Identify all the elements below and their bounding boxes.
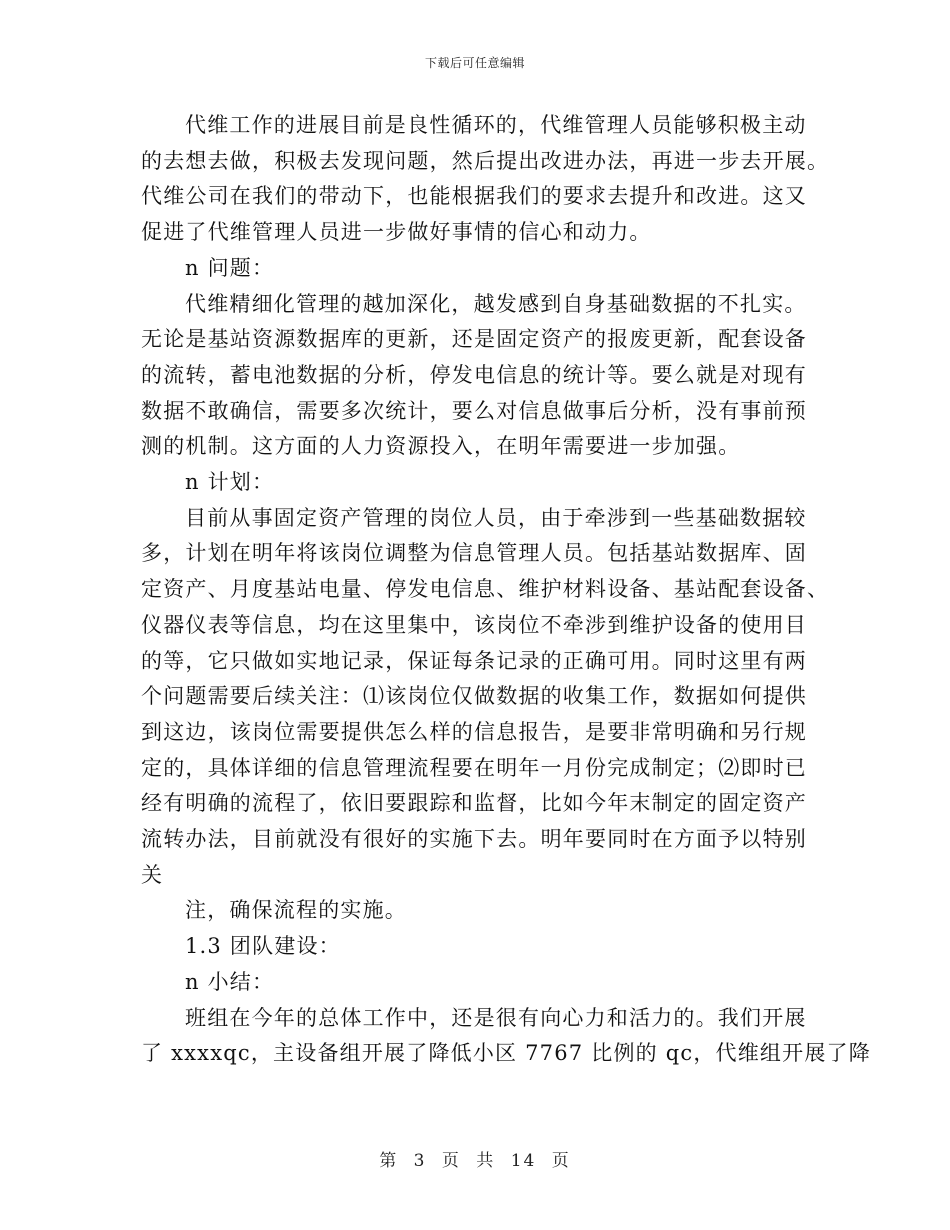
text-line: 代维精细化管理的越加深化，越发感到自身基础数据的不扎实。 (185, 291, 807, 316)
heading-problems (141, 251, 801, 287)
paragraph-plan (141, 501, 830, 894)
text-line: 促进了代维管理人员进一步做好事情的信心和动力。 (141, 220, 652, 245)
text-line: n 问题： (185, 255, 275, 280)
paragraph-problems (141, 287, 807, 466)
text-line: 多，计划在明年将该岗位调整为信息管理人员。包括基站数据库、固 (141, 541, 807, 566)
text-line: 了 xxxxqc，主设备组开展了降低小区 7767 比例的 qc，代维组开展了降 (141, 1041, 871, 1066)
text-line: 班组在今年的总体工作中，还是很有向心力和活力的。我们开展 (185, 1005, 807, 1030)
text-line: n 计划： (185, 470, 275, 495)
text-line: 的流转，蓄电池数据的分析，停发电信息的统计等。要么就是对现有 (141, 362, 807, 387)
paragraph-plan-continued (141, 893, 801, 929)
text-line: 无论是基站资源数据库的更新，还是固定资产的报废更新，配套设备 (141, 327, 807, 352)
heading-team-building (141, 929, 801, 965)
text-line: n 小结： (185, 969, 275, 994)
text-line: 测的机制。这方面的人力资源投入，在明年需要进一步加强。 (141, 434, 741, 459)
document-body (141, 108, 871, 1072)
text-line: 定的，具体详细的信息管理流程要在明年一月份完成制定；⑵即时已 (141, 755, 807, 780)
text-line: 定资产、月度基站电量、停发电信息、维护材料设备、基站配套设备、 (141, 577, 830, 602)
heading-plan (141, 465, 801, 501)
text-line: 流转办法，目前就没有很好的实施下去。明年要同时在方面予以特别 (141, 827, 807, 852)
text-line: 1.3 团队建设： (185, 934, 341, 959)
paragraph-summary (141, 1001, 871, 1072)
text-line: 代维工作的进展目前是良性循环的，代维管理人员能够积极主动 (185, 113, 807, 137)
text-line: 注，确保流程的实施。 (185, 898, 407, 923)
heading-summary (141, 965, 801, 1001)
text-line: 数据不敢确信，需要多次统计，要么对信息做事后分析，没有事前预 (141, 398, 807, 423)
page-header-note: 下载后可任意编辑 (424, 56, 525, 70)
text-line: 目前从事固定资产管理的岗位人员，由于牵涉到一些基础数据较 (185, 505, 807, 530)
text-line: 代维公司在我们的带动下，也能根据我们的要求去提升和改进。这又 (141, 184, 807, 209)
paragraph-progress (141, 108, 830, 251)
text-line: 个问题需要后续关注：⑴该岗位仅做数据的收集工作，数据如何提供 (141, 684, 807, 709)
text-line: 的等，它只做如实地记录，保证每条记录的正确可用。同时这里有两 (141, 648, 807, 673)
text-line: 到这边，该岗位需要提供怎么样的信息报告，是要非常明确和另行规 (141, 719, 807, 744)
text-line: 关 (141, 862, 164, 887)
text-line: 仪器仪表等信息，均在这里集中，该岗位不牵涉到维护设备的使用目 (141, 612, 807, 637)
text-line: 经有明确的流程了，依旧要跟踪和监督，比如今年末制定的固定资产 (141, 791, 807, 816)
page-number: 第 3 页 共 14 页 (379, 1151, 571, 1171)
text-line: 的去想去做，积极去发现问题，然后提出改进办法，再进一步去开展。 (141, 148, 830, 173)
